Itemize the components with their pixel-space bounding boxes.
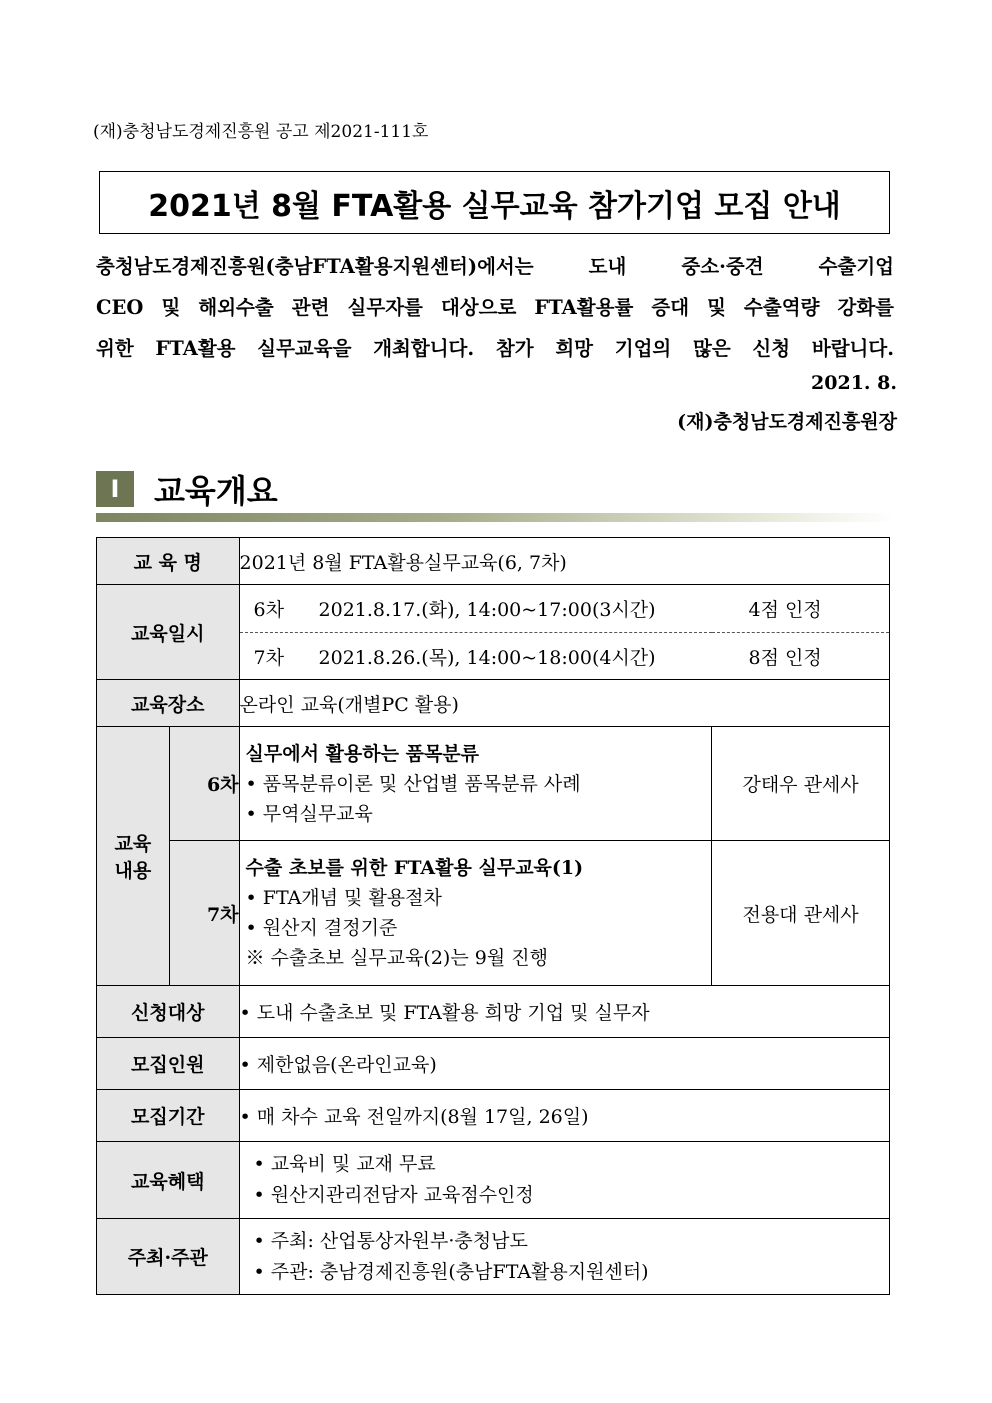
- row-label: 교육장소: [97, 680, 240, 727]
- content-item: • 원산지 결정기준: [245, 917, 398, 939]
- content-note: ※ 수출초보 실무교육(2)는 9월 진행: [245, 947, 548, 969]
- intro-line: 위한 FTA활용 실무교육을 개최합니다. 참가 희망 기업의 많은 신청 바랍니다.: [96, 337, 894, 360]
- table-row: [97, 585, 890, 633]
- notice-number: (재)충청남도경제진흥원 공고 제2021-111호: [93, 122, 429, 142]
- schedule-row: [239, 633, 889, 680]
- content-heading: 수출 초보를 위한 FTA활용 실무교육(1): [245, 857, 584, 879]
- table-row: [97, 727, 890, 841]
- overview-table: [96, 537, 890, 1295]
- lecturer: 전용대 관세사: [712, 841, 890, 986]
- section-title: 교육개요: [154, 472, 278, 510]
- row-label: 교육일시: [97, 585, 240, 680]
- content-item: • 품목분류이론 및 산업별 품목분류 사례: [245, 772, 581, 795]
- schedule-round: 6차: [253, 599, 284, 621]
- content-round: 7차: [169, 841, 239, 986]
- row-label: 교 육 명: [97, 538, 240, 585]
- notice-date: 2021. 8.: [811, 372, 897, 394]
- intro-line: 충청남도경제진흥원(충남FTA활용지원센터)에서는 도내 중소·중견 수출기업: [96, 255, 894, 278]
- benefit-item: • 교육비 및 교재 무료: [253, 1153, 436, 1175]
- content-item: • FTA개념 및 활용절차: [245, 887, 442, 909]
- section-divider: [96, 513, 894, 522]
- intro-line: CEO 및 해외수출 관련 실무자를 대상으로 FTA활용률 증대 및 수출역량 강화를: [96, 296, 894, 319]
- target-value: • 도내 수출초보 및 FTA활용 희망 기업 및 실무자: [239, 986, 889, 1038]
- benefit-values: [239, 1142, 889, 1219]
- table-row: [97, 1219, 890, 1295]
- host-item: • 주최: 산업통상자원부·충청남도: [253, 1229, 528, 1252]
- row-label: 신청대상: [97, 986, 240, 1038]
- row-label: 모집인원: [97, 1038, 240, 1090]
- document-title: 2021년 8월 FTA활용 실무교육 참가기업 모집 안내: [99, 171, 890, 234]
- schedule-time: 2021.8.26.(목), 14:00~18:00(4시간): [318, 646, 656, 669]
- section-number: Ⅰ: [96, 471, 134, 507]
- schedule-row: [239, 585, 889, 633]
- place-value: 온라인 교육(개별PC 활용): [239, 680, 889, 727]
- issuer: (재)충청남도경제진흥원장: [677, 411, 897, 433]
- schedule-points: 8점 인정: [748, 646, 822, 669]
- table-row: [97, 1090, 890, 1142]
- table-row: [97, 1142, 890, 1219]
- recruit-value: • 제한없음(온라인교육): [239, 1038, 889, 1090]
- content-item: • 무역실무교육: [245, 802, 373, 825]
- table-row: [97, 538, 890, 585]
- table-row: [97, 841, 890, 986]
- schedule-points: 4점 인정: [748, 599, 822, 621]
- table-row: [97, 680, 890, 727]
- host-values: [239, 1219, 889, 1295]
- content-label-line: 내용: [114, 860, 152, 882]
- content-label-line: 교육: [114, 833, 152, 855]
- schedule-round: 7차: [253, 646, 284, 669]
- table-row: [97, 1038, 890, 1090]
- period-value: • 매 차수 교육 전일까지(8월 17일, 26일): [239, 1090, 889, 1142]
- benefit-item: • 원산지관리전담자 교육점수인정: [253, 1184, 534, 1206]
- content-round: 6차: [169, 727, 239, 841]
- intro-paragraph: [96, 249, 894, 372]
- table-row: [97, 986, 890, 1038]
- row-label: [97, 727, 170, 986]
- row-label: 주최·주관: [97, 1219, 240, 1295]
- section-heading: [96, 469, 278, 509]
- host-item: • 주관: 충남경제진흥원(충남FTA활용지원센터): [253, 1260, 649, 1283]
- content-detail: [239, 727, 712, 841]
- schedule-time: 2021.8.17.(화), 14:00~17:00(3시간): [318, 599, 656, 621]
- row-label: 모집기간: [97, 1090, 240, 1142]
- content-detail: [239, 841, 712, 986]
- content-heading: 실무에서 활용하는 품목분류: [245, 742, 479, 765]
- row-label: 교육혜택: [97, 1142, 240, 1219]
- lecturer: 강태우 관세사: [712, 727, 890, 841]
- course-name: 2021년 8월 FTA활용실무교육(6, 7차): [239, 538, 889, 585]
